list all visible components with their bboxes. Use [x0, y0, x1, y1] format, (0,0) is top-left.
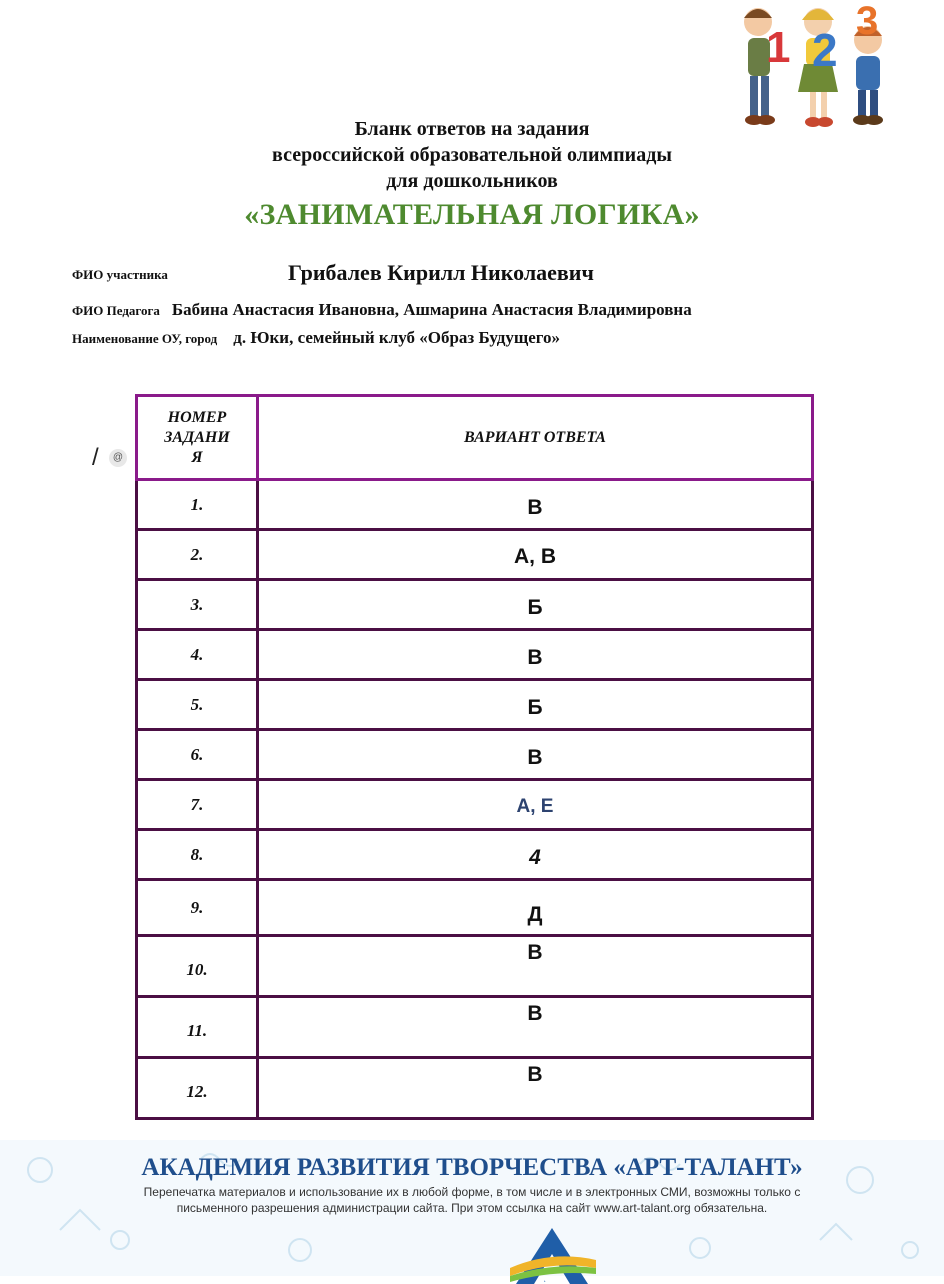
task-number: 1. — [137, 480, 258, 530]
answer-value: Д — [527, 902, 543, 926]
copyright-notice — [90, 1184, 854, 1216]
answer-value: В — [527, 745, 543, 769]
table-row — [137, 780, 813, 830]
table-row — [137, 730, 813, 780]
answer-cell[interactable] — [258, 480, 813, 530]
table-row — [137, 997, 813, 1058]
table-row — [137, 530, 813, 580]
table-row — [137, 830, 813, 880]
answer-cell[interactable] — [258, 580, 813, 630]
title-block — [0, 116, 944, 232]
answer-value: В — [527, 1063, 543, 1086]
table-row — [137, 936, 813, 997]
title-line-1: Бланк ответов на задания — [354, 118, 590, 140]
answer-value: А, Е — [516, 795, 554, 817]
teacher-label: ФИО Педагога — [72, 303, 160, 318]
participant-label: ФИО участника — [72, 267, 168, 282]
table-row — [137, 580, 813, 630]
copyright-line: письменного разрешения администрации сайта. При этом ссылка на сайт www.art-talant.org обязательна. — [176, 1201, 768, 1215]
task-number: 7. — [137, 780, 258, 830]
table-row — [137, 1058, 813, 1119]
answer-value: В — [527, 495, 543, 519]
task-number: 11. — [137, 997, 258, 1058]
at-icon[interactable]: @ — [109, 449, 127, 467]
column-header-number-line: Я — [191, 448, 203, 466]
table-row — [137, 480, 813, 530]
answer-value: В — [527, 941, 543, 964]
org-row — [72, 328, 560, 348]
table-row — [137, 680, 813, 730]
answer-value: Б — [527, 595, 543, 619]
table-header-row — [137, 396, 813, 480]
copyright-line: Перепечатка материалов и использование их в любой форме, в том числе и в электронных СМИ, возможны только с — [143, 1185, 801, 1199]
kids-with-numbers-illustration — [728, 0, 898, 135]
answer-cell[interactable] — [258, 780, 813, 830]
answer-cell[interactable] — [258, 630, 813, 680]
art-talant-logo — [506, 1224, 598, 1284]
teacher-name: Бабина Анастасия Ивановна, Ашмарина Анастасия Владимировна — [171, 300, 692, 319]
task-number: 4. — [137, 630, 258, 680]
org-name: д. Юки, семейный клуб «Образ Будущего» — [233, 328, 561, 347]
olympiad-name: «ЗАНИМАТЕЛЬНАЯ ЛОГИКА» — [244, 198, 700, 231]
participant-name: Грибалев Кирилл Николаевич — [288, 260, 594, 285]
answer-cell[interactable] — [258, 997, 813, 1058]
answer-value: А, В — [514, 544, 556, 568]
answer-value: В — [527, 1002, 543, 1025]
column-header-number — [137, 396, 258, 480]
task-number: 10. — [137, 936, 258, 997]
task-number: 5. — [137, 680, 258, 730]
task-number: 3. — [137, 580, 258, 630]
digit-three: 3 — [856, 0, 879, 43]
table-row — [137, 880, 813, 936]
column-header-answer: ВАРИАНТ ОТВЕТА — [258, 396, 813, 480]
digit-two: 2 — [812, 24, 838, 76]
answers-table — [135, 394, 814, 1120]
column-header-number-line: НОМЕР — [167, 408, 227, 426]
footer — [0, 1140, 944, 1283]
answer-cell[interactable] — [258, 880, 813, 936]
title-line-3: для дошкольников — [386, 170, 558, 192]
title-line-2: всероссийской образовательной олимпиады — [272, 144, 672, 166]
answer-value: В — [527, 645, 543, 669]
task-number: 8. — [137, 830, 258, 880]
org-label: Наименование ОУ, город — [72, 331, 218, 346]
answer-cell[interactable] — [258, 530, 813, 580]
teacher-row — [72, 300, 692, 320]
table-row — [137, 630, 813, 680]
digit-one: 1 — [766, 23, 791, 72]
task-number: 9. — [137, 880, 258, 936]
answer-cell[interactable] — [258, 730, 813, 780]
academy-title: АКАДЕМИЯ РАЗВИТИЯ ТВОРЧЕСТВА «АРТ-ТАЛАНТ» — [141, 1154, 803, 1181]
column-header-number-line: ЗАДАНИ — [164, 428, 230, 446]
task-number: 12. — [137, 1058, 258, 1119]
task-number: 2. — [137, 530, 258, 580]
task-number: 6. — [137, 730, 258, 780]
answer-value: 4 — [529, 845, 541, 869]
answer-value: Б — [527, 695, 543, 719]
answer-cell[interactable] — [258, 830, 813, 880]
answer-cell[interactable] — [258, 680, 813, 730]
answer-cell[interactable] — [258, 936, 813, 997]
slash-mark: / — [92, 444, 99, 471]
answer-cell[interactable] — [258, 1058, 813, 1119]
participant-row — [72, 260, 594, 285]
svg-text:А: А — [544, 1281, 546, 1283]
